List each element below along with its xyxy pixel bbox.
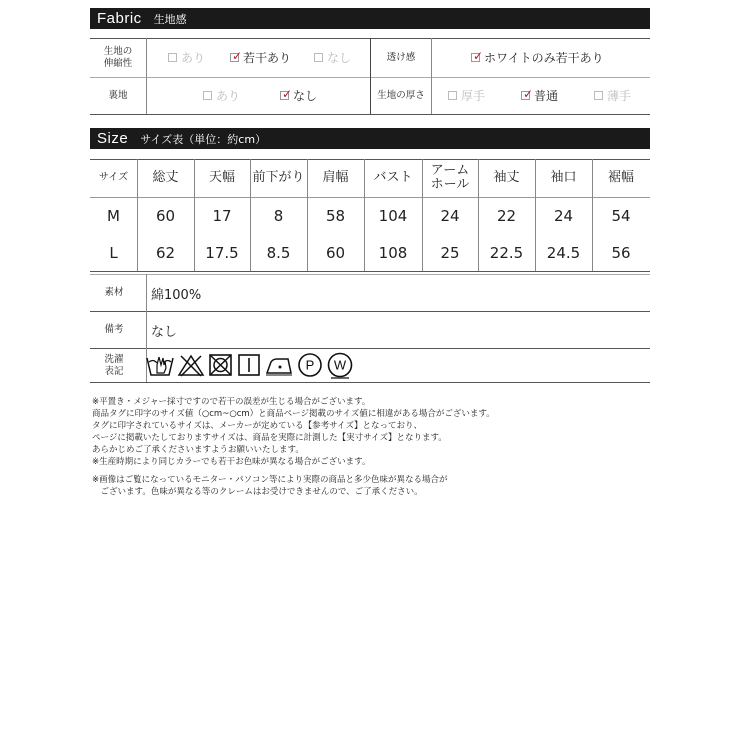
note-line: 商品タグに印字のサイズ値（○cm~○cm）と商品ページ掲載のサイズ値に相違がある場合がございます。 [92, 409, 495, 419]
note-line: ※生産時期により同じカラーでも若干お色味が異なる場合がございます。 [92, 457, 371, 467]
care-label: 洗濯 表記 [104, 353, 124, 377]
material-value: 綿100% [151, 287, 202, 303]
checkbox-checked-icon: ✓ [282, 87, 293, 101]
option-stretch-slight[interactable]: ✓ 若干あり [232, 49, 292, 65]
checkbox-checked-icon: ✓ [232, 49, 243, 63]
checkbox-icon [594, 91, 603, 100]
size-column-header: 肩幅 [322, 170, 349, 185]
low-iron-icon [264, 353, 294, 377]
size-cell: 24 [440, 207, 460, 225]
size-cell: 54 [611, 207, 631, 225]
size-title: Size [97, 130, 129, 147]
size-cell: 60 [325, 244, 346, 262]
size-column-header: 袖丈 [493, 170, 520, 185]
size-column-header: バスト [373, 170, 413, 185]
size-cell: 108 [378, 244, 408, 262]
option-transparency-white[interactable]: ✓ ホワイトのみ若干あり [473, 49, 604, 65]
note-line: あらかじめご了承くださいますようお願いいたします。 [92, 445, 304, 455]
care-icons [146, 352, 354, 378]
size-cell: 58 [325, 207, 346, 225]
stretch-label: 生地の 伸縮性 [103, 45, 133, 69]
size-column-header: 総丈 [152, 170, 179, 185]
notes [92, 396, 495, 498]
size-column-header: 袖口 [550, 170, 577, 185]
size-cell: 22 [496, 207, 517, 225]
option-stretch-yes[interactable]: あり [168, 38, 205, 77]
size-column-header: 裾幅 [607, 170, 634, 185]
size-row-label: M [107, 207, 120, 225]
option-stretch-no[interactable]: なし [314, 38, 351, 77]
size-cell: 24.5 [546, 244, 581, 262]
divider [90, 114, 650, 115]
checkbox-icon [314, 53, 323, 62]
note-line: ございます。色味が異なる等のクレームはお受けできませんので、ご了承ください。 [92, 487, 423, 497]
note-line: ページに掲載いたしておりますサイズは、商品を実際に計測した【実寸サイズ】となります。 [92, 433, 447, 443]
size-cell: 60 [155, 207, 176, 225]
transparency-label: 透け感 [386, 51, 416, 63]
hand-wash-icon [146, 353, 174, 377]
line-dry-icon [237, 353, 261, 377]
note-line: ※画像はご覧になっているモニター・パソコン等により実際の商品と多少色味が異なる場合が [92, 475, 448, 485]
transparency-options [431, 38, 650, 77]
size-row-label: L [109, 244, 118, 262]
remarks-value: なし [151, 324, 178, 340]
size-cell: 25 [440, 244, 460, 262]
checkbox-icon [448, 91, 457, 100]
size-column-header: サイズ [98, 172, 129, 183]
size-column-header: 前下がり [252, 170, 305, 185]
size-column-header: アーム ホール [430, 163, 470, 192]
option-lining-no[interactable]: ✓ なし [282, 87, 318, 103]
size-header [90, 128, 650, 149]
size-cell: 8.5 [266, 244, 291, 262]
fabric-header [90, 8, 650, 29]
size-column-header: 天幅 [208, 170, 235, 185]
lining-options [146, 77, 370, 114]
fabric-subtitle: 生地感 [153, 12, 187, 26]
no-bleach-icon [177, 353, 205, 377]
note-line: タグに印字されているサイズは、メーカーが定めている【参考サイズ】となっており、 [92, 421, 422, 431]
lining-label: 裏地 [108, 89, 128, 101]
thickness-label: 生地の厚さ [377, 89, 425, 101]
option-thickness-thin[interactable]: 薄手 [594, 77, 631, 114]
remarks-label: 備考 [104, 324, 124, 335]
option-thickness-normal[interactable]: ✓ 普通 [523, 87, 559, 103]
fabric-title: Fabric [97, 10, 142, 27]
checkbox-icon [168, 53, 177, 62]
checkbox-icon [203, 91, 212, 100]
option-thickness-thick[interactable]: 厚手 [448, 77, 485, 114]
checkbox-checked-icon: ✓ [473, 49, 484, 63]
material-label: 素材 [104, 287, 124, 298]
size-subtitle: サイズ表（単位：約cm） [140, 132, 267, 146]
wet-clean-w-icon [326, 351, 354, 379]
size-cell: 17 [212, 207, 232, 225]
dry-clean-p-icon [297, 352, 323, 378]
size-cell: 8 [273, 207, 284, 225]
svg-text:P: P [305, 357, 315, 373]
checkbox-checked-icon: ✓ [523, 87, 534, 101]
svg-text:W: W [333, 357, 347, 373]
note-line: ※平置き・メジャー採寸ですので若干の誤差が生じる場合がございます。 [92, 397, 371, 407]
divider [90, 271, 650, 272]
size-cell: 17.5 [205, 244, 239, 262]
divider [90, 382, 650, 383]
size-cell: 22.5 [489, 244, 524, 262]
stretch-options [146, 38, 370, 77]
divider [90, 348, 650, 349]
no-tumble-dry-icon [208, 353, 234, 377]
size-cell: 62 [155, 244, 176, 262]
size-cell: 56 [611, 244, 631, 262]
size-cell: 104 [378, 207, 408, 225]
thickness-options [431, 77, 650, 114]
option-lining-yes[interactable]: あり [203, 77, 240, 114]
size-cell: 24 [553, 207, 574, 225]
